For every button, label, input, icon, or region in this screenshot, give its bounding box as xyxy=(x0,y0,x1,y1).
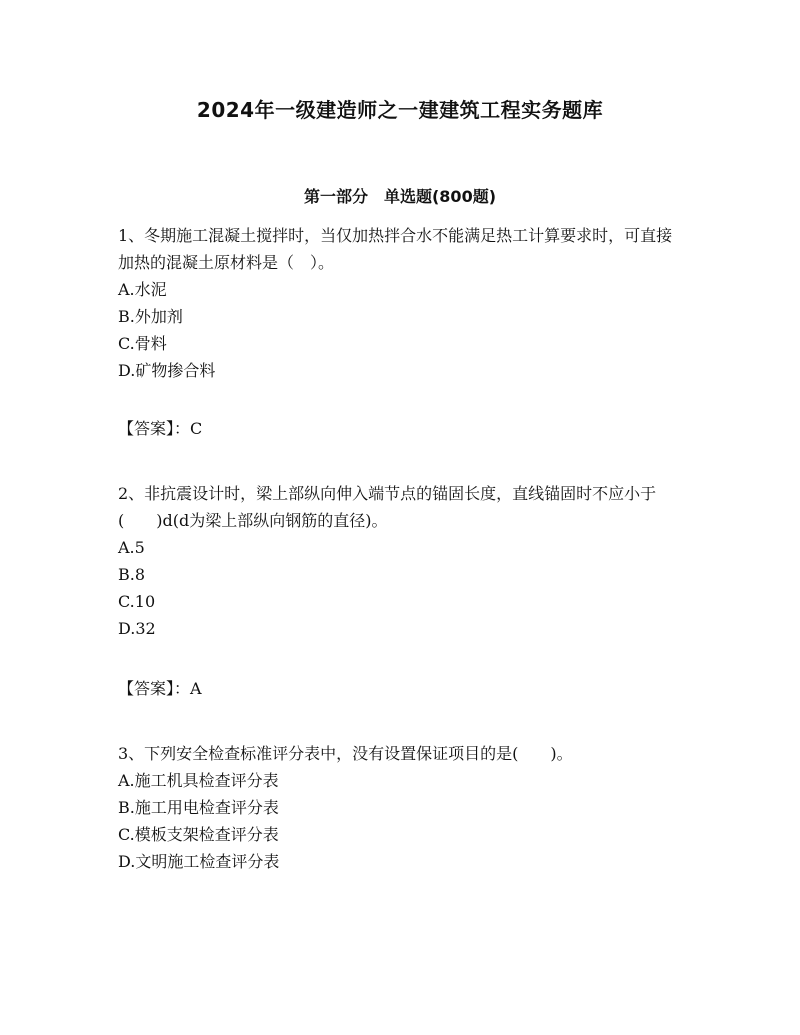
option-c: C.模板支架检查评分表 xyxy=(118,825,279,844)
option-a: A.水泥 xyxy=(118,280,167,299)
question-stem: 1、冬期施工混凝土搅拌时，当仅加热拌合水不能满足热工计算要求时，可直接加热的混凝土原材料是（ ）。 xyxy=(118,226,673,272)
document-title: 2024年一级建造师之一建建筑工程实务题库 xyxy=(196,98,604,122)
answer-label: 【答案】： xyxy=(118,419,191,438)
section-heading: 第一部分 单选题(800题) xyxy=(303,187,497,206)
question-1 xyxy=(118,222,688,384)
question-3 xyxy=(118,740,688,875)
question-stem: 2、非抗震设计时，梁上部纵向伸入端节点的锚固长度，直线锚固时不应小于( )d(d为梁上部纵向钢筋的直径)。 xyxy=(118,484,657,530)
option-b: B.8 xyxy=(118,565,146,584)
option-b: B.外加剂 xyxy=(118,307,183,326)
answer-value: C xyxy=(190,419,203,438)
option-d: D.文明施工检查评分表 xyxy=(118,852,280,871)
answer-2 xyxy=(118,676,202,699)
answer-1 xyxy=(118,416,202,439)
option-d: D.矿物掺合料 xyxy=(118,361,216,380)
option-c: C.骨料 xyxy=(118,334,167,353)
option-a: A.5 xyxy=(118,538,145,557)
option-c: C.10 xyxy=(118,592,156,611)
option-b: B.施工用电检查评分表 xyxy=(118,798,279,817)
option-a: A.施工机具检查评分表 xyxy=(118,771,279,790)
question-2 xyxy=(118,480,688,642)
answer-label: 【答案】： xyxy=(118,679,191,698)
question-stem: 3、下列安全检查标准评分表中，没有设置保证项目的是( )。 xyxy=(118,744,573,763)
option-d: D.32 xyxy=(118,619,156,638)
answer-value: A xyxy=(190,679,202,698)
